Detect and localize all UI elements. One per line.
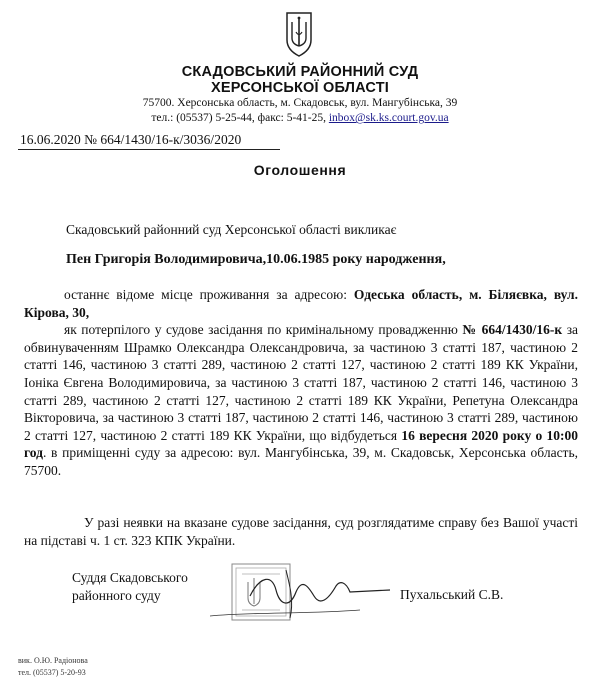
registration-underline <box>18 149 280 150</box>
document-title: Оголошення <box>253 162 347 178</box>
judge-position-line1: Суддя Скадовського <box>72 570 188 585</box>
judge-position-line2: районного суду <box>72 588 161 603</box>
trident-coat-of-arms-icon <box>284 10 314 58</box>
residence-address: Одеська область, м. Біляєвка, вул. Кірова, 30, <box>24 287 579 320</box>
residence-prefix: останнє відоме місце проживання за адресою: <box>64 287 354 302</box>
hearing-datetime: 16 вересня 2020 року о 10:00 год <box>24 427 578 461</box>
closing-paragraph <box>24 514 578 549</box>
executor-phone: тел. (05537) 5-20-93 <box>18 668 86 677</box>
judge-position <box>72 569 188 605</box>
intro-text: Скадовський районний суд Херсонської області викликає <box>66 222 397 237</box>
phone-fax: тел.: (05537) 5-25-44, факс: 5-41-25, <box>151 112 329 124</box>
judge-name: Пухальський С.В. <box>400 587 504 602</box>
court-name-line1: СКАДОВСЬКИЙ РАЙОННИЙ СУД <box>181 64 419 80</box>
case-prefix: як потерпілого у судове засідання по кримінальному провадженню <box>64 322 463 338</box>
residence-paragraph <box>24 286 578 321</box>
court-name-line2: ХЕРСОНСЬКОЇ ОБЛАСТІ <box>211 80 389 96</box>
summons-body <box>24 286 578 480</box>
executor-info <box>18 655 88 679</box>
case-text: за обвинуваченням Шрамко Олександра Олександровича, за частиною 3 статті 187, частиною 2 статті 146, частиною 3 статті 289, частиною 2 статті 127, частиною 2 статті 189 КК України, Іоніка Євгена Володимировича, за частиною 3 статті 187, частиною 2 статті 146, частиною 3 статті 289, частиною 2 статті 127, частиною 2 статті 189 КК України, Репетуна Олександра Вікторовича, за частиною 3 статті 187, частиною 2 статті 146, частиною 3 статті 289, частиною 2 статті 127, частиною 2 статті 189 КК України, що відбудеться <box>24 322 579 443</box>
closing-text: У разі неявки на вказане судове засідання, суд розглядатиме справу без Вашої участі на підставі ч. 1 ст. 323 КПК України. <box>24 515 578 548</box>
case-paragraph <box>24 321 578 479</box>
executor-name: вик. О.Ю. Радіонова <box>18 656 88 665</box>
court-contacts <box>0 112 600 124</box>
court-address: 75700. Херсонська область, м. Скадовськ, вул. Мангубінська, 39 <box>142 97 458 109</box>
registration-number: 16.06.2020 № 664/1430/16-к/3036/2020 <box>20 132 242 147</box>
case-number: № 664/1430/16-к <box>462 322 563 338</box>
handwritten-signature-icon <box>190 556 410 628</box>
hearing-location: . в приміщенні суду за адресою: вул. Мангубінська, 39, м. Скадовськ, Херсонська область, 75700. <box>24 445 578 478</box>
addressee-name: Пен Григорія Володимировича,10.06.1985 року народження, <box>66 252 446 267</box>
email-link[interactable]: inbox@sk.ks.court.gov.ua <box>328 112 449 124</box>
